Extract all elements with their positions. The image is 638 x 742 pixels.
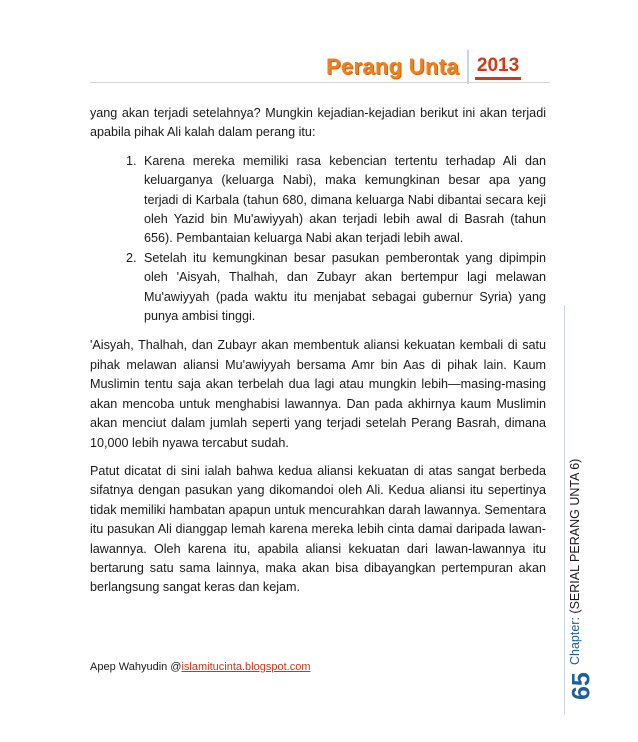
paragraph-catatan: Patut dicatat di sini ialah bahwa kedua aliansi kekuatan di atas sangat berbeda sifatnya dengan pasukan yang dikomandoi oleh Ali. Kedua aliansi itu sepertinya tidak memiliki hambatan apapun untuk mencurahkan darah lawannya. Sementara itu pasukan Ali dianggap lemah karena mereka lebih cinta damai daripada lawan-lawannya. Oleh karena itu, apabila aliansi kekuatan dari lawan-lawannya itu bertarung satu sama lainnya, maka akan bisa dibayangkan pertempuran akan berlangsung sangat keras dan kejam. — [90, 463, 546, 595]
footer-blog-link[interactable]: islamitucinta.blogspot.com — [181, 661, 311, 673]
footer-author: Apep Wahyudin @ — [90, 661, 182, 673]
paragraph-aliansi: 'Aisyah, Thalhah, dan Zubayr akan membentuk aliansi kekuatan kembali di satu pihak melawan aliansi Mu'awiyyah bersama Amr bin Aas di pihak lain. Kaum Muslimin tentu saja akan terbelah dua lagi atau mungkin lebih—masing-masing akan mencoba untuk menghabisi lawannya. Dan pada akhirnya kaum Muslimin akan menciut dalam jumlah seperti yang terjadi setelah Perang Basrah, dimana 10,000 lebih nyawa tercabut sudah. — [90, 338, 546, 450]
main-content — [90, 104, 546, 607]
page-footer — [90, 661, 311, 673]
page-number: 65 — [567, 672, 596, 700]
page-header — [326, 50, 521, 84]
chapter-label-vertical — [568, 305, 582, 665]
header-title: Perang Unta — [326, 54, 459, 79]
series-label: (SERIAL PERANG UNTA 6) — [568, 458, 582, 618]
side-divider — [564, 305, 565, 715]
numbered-list — [90, 152, 546, 327]
intro-paragraph: yang akan terjadi setelahnya? Mungkin kejadian-kejadian berikut ini akan terjadi apabila pihak Ali kalah dalam perang itu: — [90, 106, 546, 140]
header-separator — [467, 50, 469, 84]
list-item: 2. Setelah itu kemungkinan besar pasukan pemberontak yang dipimpin oleh 'Aisyah, Thalhah, dan Zubayr akan bertempur lagi melawan Mu'awiyyah (pada waktu itu menjabat sebagai gubernur Syria) yang punya ambisi tinggi. — [140, 249, 546, 327]
list-item: 1. Karena mereka memiliki rasa kebencian tertentu terhadap Ali dan keluarganya (keluarga Nabi), maka kemungkinan besar apa yang terjadi di Karbala (tahun 680, dimana keluarga Nabi dibantai secara keji oleh Yazid bin Mu'awiyyah) akan terjadi lebih awal di Basrah (tahun 656). Pembantaian keluarga Nabi akan terjadi lebih awal. — [140, 152, 546, 249]
chapter-label: Chapter: — [568, 617, 582, 665]
side-margin — [560, 305, 610, 715]
header-year: 2013 — [475, 55, 521, 80]
header-divider — [90, 82, 550, 83]
